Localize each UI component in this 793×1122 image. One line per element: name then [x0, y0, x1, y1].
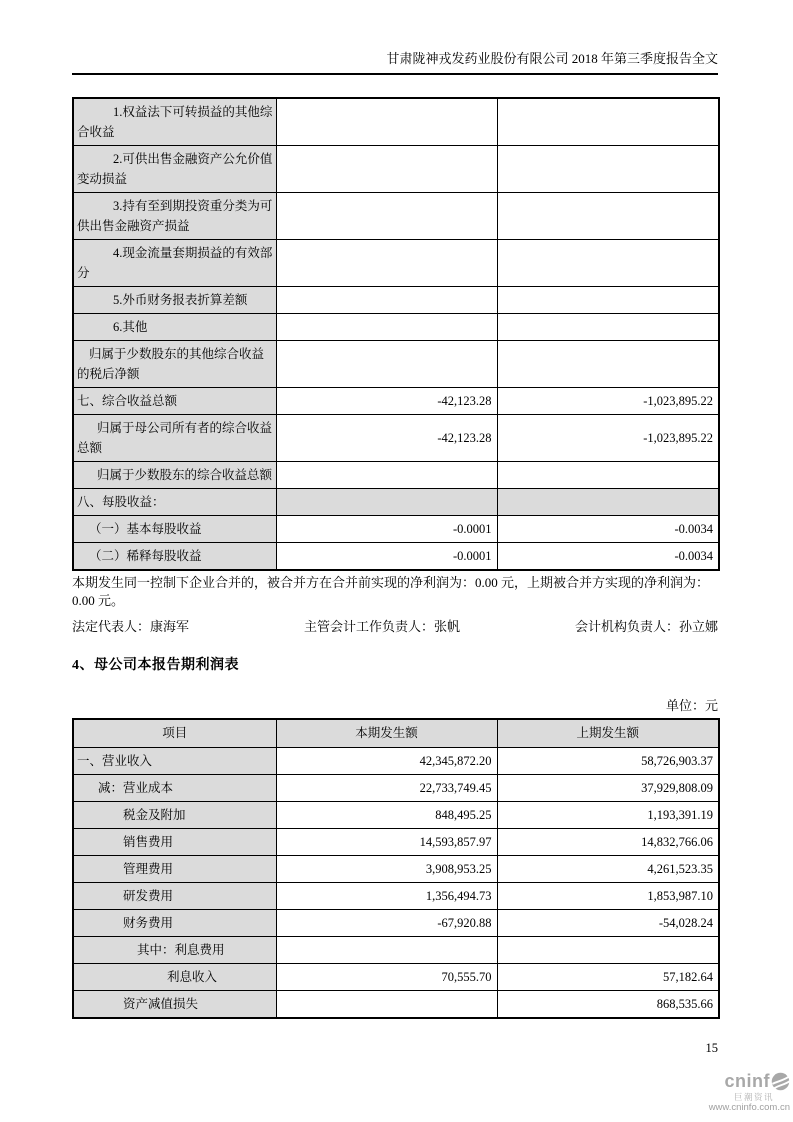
- cninfo-logo-url: www.cninfo.com.cn: [708, 1102, 790, 1114]
- prior-period-value-cell: [497, 341, 719, 388]
- row-label-cell: 七、综合收益总额: [73, 388, 276, 415]
- document-header-title: 甘肃陇神戎发药业股份有限公司 2018 年第三季度报告全文: [72, 50, 718, 75]
- prior-period-value-cell: [497, 287, 719, 314]
- current-period-value-cell: -0.0001: [276, 516, 497, 543]
- page-number: 15: [705, 1041, 718, 1055]
- prior-period-value-cell: [497, 193, 719, 240]
- cninfo-logo-wordmark: cninf: [724, 1071, 770, 1091]
- row-label-cell: 八、每股收益：: [73, 489, 276, 516]
- table-row: [73, 775, 719, 802]
- current-period-value-cell: [276, 240, 497, 287]
- table-row: [73, 240, 719, 287]
- row-label-cell: 财务费用: [73, 910, 276, 937]
- table-row: [73, 829, 719, 856]
- current-period-value-cell: [276, 489, 497, 516]
- prior-period-value-cell: 4,261,523.35: [497, 856, 719, 883]
- signature-line: [72, 616, 718, 635]
- current-period-value-cell: [276, 287, 497, 314]
- prior-period-value-cell: 37,929,808.09: [497, 775, 719, 802]
- table-header-row: [73, 719, 719, 748]
- current-period-value-cell: 70,555.70: [276, 964, 497, 991]
- row-label-cell: 1.权益法下可转损益的其他综合收益: [73, 98, 276, 146]
- current-period-value-cell: -0.0001: [276, 543, 497, 571]
- table-row: [73, 937, 719, 964]
- table-row: [73, 802, 719, 829]
- prior-period-value-cell: 14,832,766.06: [497, 829, 719, 856]
- column-header-item: 项目: [73, 719, 276, 748]
- row-label-cell: 资产减值损失: [73, 991, 276, 1019]
- table-row: [73, 462, 719, 489]
- prior-period-value-cell: [497, 937, 719, 964]
- current-period-value-cell: 42,345,872.20: [276, 748, 497, 775]
- table-row: [73, 543, 719, 571]
- chief-accounting-officer: 主管会计工作负责人：张帆: [303, 619, 460, 634]
- current-period-value-cell: [276, 98, 497, 146]
- column-header-prior-period: 上期发生额: [497, 719, 719, 748]
- comprehensive-income-table-body: [73, 98, 719, 570]
- parent-company-income-statement-body: [73, 748, 719, 1019]
- current-period-value-cell: 14,593,857.97: [276, 829, 497, 856]
- row-label-cell: 销售费用: [73, 829, 276, 856]
- prior-period-value-cell: 1,193,391.19: [497, 802, 719, 829]
- prior-period-value-cell: [497, 462, 719, 489]
- table-row: [73, 964, 719, 991]
- current-period-value-cell: 1,356,494.73: [276, 883, 497, 910]
- table-row: [73, 98, 719, 146]
- table-row: [73, 856, 719, 883]
- row-label-cell: 其中：利息费用: [73, 937, 276, 964]
- row-label-cell: 税金及附加: [73, 802, 276, 829]
- prior-period-value-cell: -0.0034: [497, 516, 719, 543]
- row-label-cell: 利息收入: [73, 964, 276, 991]
- table-row: [73, 146, 719, 193]
- comprehensive-income-table: [72, 97, 720, 571]
- merger-note: 本期发生同一控制下企业合并的，被合并方在合并前实现的净利润为：0.00 元，上期被合并方实现的净利润为：0.00 元。: [72, 575, 710, 608]
- section-title: 4、母公司本报告期利润表: [72, 658, 239, 673]
- unit-label: 单位：元: [665, 698, 718, 713]
- prior-period-value-cell: [497, 314, 719, 341]
- current-period-value-cell: [276, 341, 497, 388]
- row-label-cell: 归属于少数股东的其他综合收益的税后净额: [73, 341, 276, 388]
- cninfo-logo: [680, 1072, 790, 1114]
- legal-representative: 法定代表人：康海军: [72, 619, 190, 634]
- prior-period-value-cell: 1,853,987.10: [497, 883, 719, 910]
- table-row: [73, 991, 719, 1019]
- current-period-value-cell: [276, 193, 497, 240]
- prior-period-value-cell: [497, 489, 719, 516]
- prior-period-value-cell: -54,028.24: [497, 910, 719, 937]
- prior-period-value-cell: [497, 98, 719, 146]
- cninfo-swirl-icon: [771, 1072, 790, 1091]
- table-row: [73, 516, 719, 543]
- current-period-value-cell: 22,733,749.45: [276, 775, 497, 802]
- prior-period-value-cell: -1,023,895.22: [497, 415, 719, 462]
- prior-period-value-cell: 868,535.66: [497, 991, 719, 1019]
- table-row: [73, 341, 719, 388]
- row-label-cell: （二）稀释每股收益: [73, 543, 276, 571]
- prior-period-value-cell: -0.0034: [497, 543, 719, 571]
- current-period-value-cell: [276, 462, 497, 489]
- table-row: [73, 415, 719, 462]
- current-period-value-cell: [276, 314, 497, 341]
- row-label-cell: 归属于少数股东的综合收益总额: [73, 462, 276, 489]
- prior-period-value-cell: 58,726,903.37: [497, 748, 719, 775]
- cninfo-logo-chinese-name: 巨潮资讯: [733, 1091, 774, 1102]
- current-period-value-cell: [276, 146, 497, 193]
- prior-period-value-cell: [497, 240, 719, 287]
- prior-period-value-cell: [497, 146, 719, 193]
- current-period-value-cell: [276, 937, 497, 964]
- row-label-cell: 研发费用: [73, 883, 276, 910]
- current-period-value-cell: 3,908,953.25: [276, 856, 497, 883]
- table-row: [73, 910, 719, 937]
- row-label-cell: 减：营业成本: [73, 775, 276, 802]
- column-header-current-period: 本期发生额: [276, 719, 497, 748]
- row-label-cell: 2.可供出售金融资产公允价值变动损益: [73, 146, 276, 193]
- current-period-value-cell: -42,123.28: [276, 388, 497, 415]
- prior-period-value-cell: 57,182.64: [497, 964, 719, 991]
- table-row: [73, 193, 719, 240]
- parent-company-income-statement-table: [72, 718, 720, 1019]
- row-label-cell: 归属于母公司所有者的综合收益总额: [73, 415, 276, 462]
- row-label-cell: 管理费用: [73, 856, 276, 883]
- table-row: [73, 883, 719, 910]
- row-label-cell: （一）基本每股收益: [73, 516, 276, 543]
- current-period-value-cell: 848,495.25: [276, 802, 497, 829]
- current-period-value-cell: [276, 991, 497, 1019]
- table-row: [73, 314, 719, 341]
- row-label-cell: 4.现金流量套期损益的有效部分: [73, 240, 276, 287]
- table-row: [73, 748, 719, 775]
- current-period-value-cell: -67,920.88: [276, 910, 497, 937]
- current-period-value-cell: -42,123.28: [276, 415, 497, 462]
- table-row: [73, 489, 719, 516]
- row-label-cell: 3.持有至到期投资重分类为可供出售金融资产损益: [73, 193, 276, 240]
- table-row: [73, 287, 719, 314]
- row-label-cell: 一、营业收入: [73, 748, 276, 775]
- row-label-cell: 6.其他: [73, 314, 276, 341]
- table-row: [73, 388, 719, 415]
- prior-period-value-cell: -1,023,895.22: [497, 388, 719, 415]
- row-label-cell: 5.外币财务报表折算差额: [73, 287, 276, 314]
- accounting-department-head: 会计机构负责人：孙立娜: [574, 619, 718, 634]
